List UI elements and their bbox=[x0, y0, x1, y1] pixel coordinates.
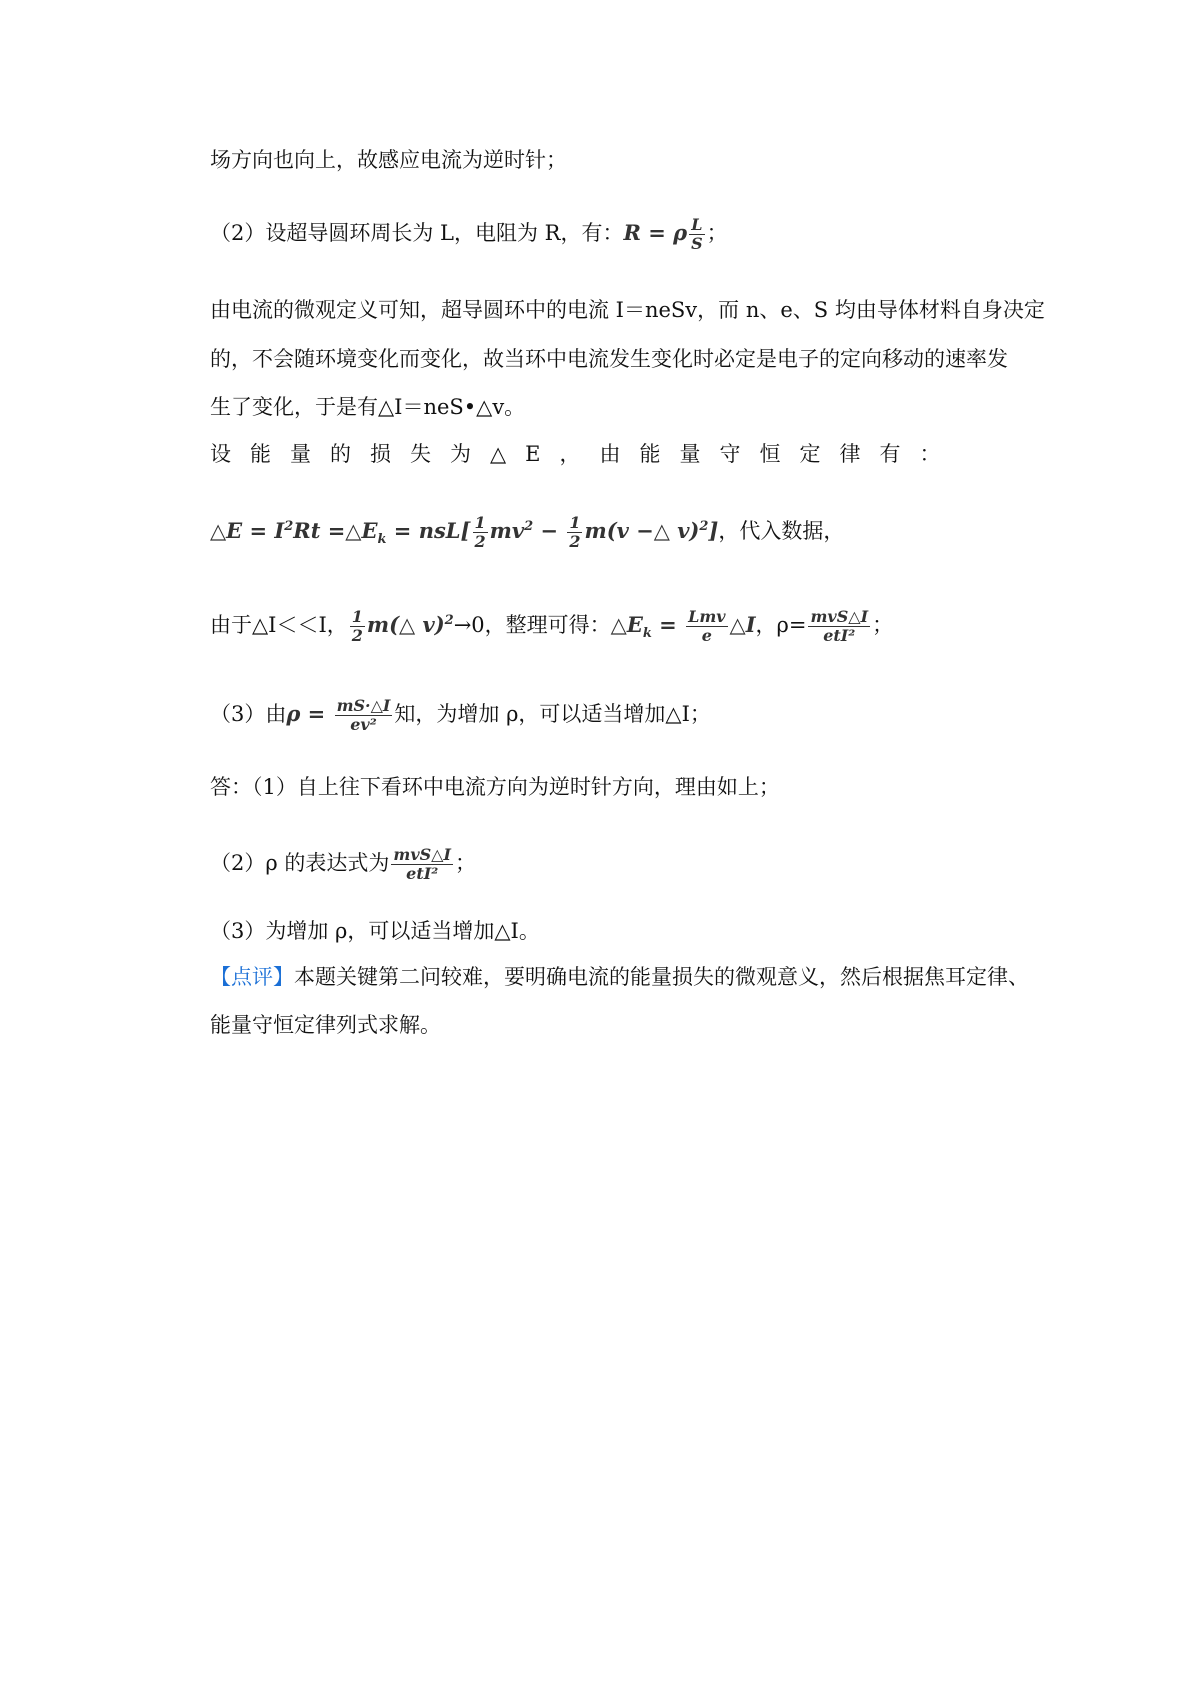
fraction-denominator: 2 bbox=[474, 532, 486, 551]
fraction-half bbox=[473, 514, 488, 551]
line-text: ，代入数据， bbox=[718, 519, 845, 543]
energy-loss-equation bbox=[210, 512, 1030, 555]
line-text: 能量守恒定律列式求解。 bbox=[210, 1013, 441, 1037]
line-text: 本题关键第二问较难，要明确电流的能量损失的微观意义，然后根据焦耳定律、 bbox=[294, 965, 1029, 989]
line-text: 由于△I＜＜I， bbox=[210, 613, 348, 637]
fraction-l-over-s bbox=[689, 216, 705, 253]
fraction-rho-result bbox=[808, 608, 870, 645]
equation-part: Rt =△E bbox=[293, 518, 378, 543]
line-text: （3）由 bbox=[210, 702, 287, 726]
line-text: 的，不会随环境变化而变化，故当环中电流发生变化时必定是电子的定向移动的速率发 bbox=[210, 347, 1008, 371]
comment-line-1 bbox=[210, 962, 1030, 992]
subscript: k bbox=[642, 626, 652, 642]
line-text: 场方向也向上，故感应电流为逆时针； bbox=[210, 148, 567, 172]
superscript: 2 bbox=[284, 519, 294, 534]
line-text: 答：（1）自上往下看环中电流方向为逆时针方向，理由如上； bbox=[210, 775, 780, 799]
fraction-numerator: mvS△I bbox=[810, 607, 869, 626]
fraction-denominator: etI² bbox=[823, 626, 856, 645]
fraction-numerator: L bbox=[689, 216, 705, 235]
equation-part: △E = I bbox=[210, 518, 285, 543]
line-text: 知，为增加 ρ，可以适当增加△I； bbox=[394, 702, 711, 726]
subscript: k bbox=[377, 532, 387, 548]
line-text: ； bbox=[454, 851, 476, 875]
line-text: （2）设超导圆环周长为 L，电阻为 R，有： bbox=[210, 221, 624, 245]
fraction-denominator: ev² bbox=[350, 715, 377, 734]
equation-part: = bbox=[651, 612, 685, 637]
fraction-numerator: 1 bbox=[351, 607, 363, 626]
fraction-rho-expression bbox=[391, 846, 453, 883]
equation-part: − bbox=[533, 518, 566, 543]
line-text: ； bbox=[872, 613, 894, 637]
fraction-numerator: mvS△I bbox=[393, 845, 451, 864]
equation-part: △E bbox=[610, 612, 643, 637]
paragraph-line-3 bbox=[210, 295, 1045, 325]
answer-line-3 bbox=[210, 916, 1030, 946]
comment-line-2 bbox=[210, 1010, 1030, 1040]
line-text: ，ρ= bbox=[755, 613, 807, 637]
paragraph-line-1 bbox=[210, 145, 1030, 175]
fraction-numerator: Lmv bbox=[688, 607, 726, 626]
fraction-numerator: 1 bbox=[569, 513, 581, 532]
line-text: （3）为增加 ρ，可以适当增加△I。 bbox=[210, 919, 540, 943]
paragraph-line-6 bbox=[210, 439, 1030, 469]
approximation-line bbox=[210, 606, 1030, 649]
comment-label: 【点评】 bbox=[210, 965, 294, 989]
fraction-denominator: 2 bbox=[351, 626, 363, 645]
fraction-numerator: 1 bbox=[474, 513, 486, 532]
resistance-equation: R = ρ bbox=[623, 220, 688, 245]
equation-part: ρ = bbox=[286, 701, 333, 726]
line-text: 设能量的损失为△E，由能量守恒定律有： bbox=[210, 442, 960, 466]
paragraph-line-4 bbox=[210, 344, 1030, 374]
fraction-denominator: S bbox=[691, 234, 703, 253]
equation-part: = nsL[ bbox=[386, 518, 471, 543]
paragraph-line-5 bbox=[210, 392, 1030, 422]
superscript: 2 bbox=[444, 613, 454, 628]
equation-part: m(△ v) bbox=[366, 612, 445, 637]
answer-line-2 bbox=[210, 846, 1030, 883]
line-text: ； bbox=[706, 221, 728, 245]
fraction-ms-over-ev2 bbox=[335, 697, 393, 734]
equation-part: ] bbox=[708, 518, 719, 543]
line-text: →0，整理可得： bbox=[453, 613, 611, 637]
superscript: 2 bbox=[524, 519, 534, 534]
line-text: 由电流的微观定义可知，超导圆环中的电流 I＝neSv，而 n、e、S 均由导体材料自身决定 bbox=[210, 298, 1045, 322]
paragraph-line-9 bbox=[210, 697, 1030, 734]
fraction-half bbox=[567, 514, 582, 551]
fraction-lmv-over-e bbox=[686, 608, 727, 645]
line-text: （2）ρ 的表达式为 bbox=[210, 851, 390, 875]
fraction-denominator: etI² bbox=[406, 864, 439, 883]
equation-part: m(v −△ v) bbox=[584, 518, 700, 543]
superscript: 2 bbox=[699, 519, 709, 534]
fraction-numerator: mS·△I bbox=[336, 696, 391, 715]
equation-part: mv bbox=[489, 518, 525, 543]
fraction-half bbox=[350, 608, 365, 645]
answer-line-1 bbox=[210, 772, 1030, 802]
paragraph-line-2 bbox=[210, 216, 1030, 253]
equation-part: △I bbox=[729, 612, 756, 637]
fraction-denominator: 2 bbox=[569, 532, 581, 551]
line-text: 生了变化，于是有△I＝neS•△v。 bbox=[210, 395, 526, 419]
fraction-denominator: e bbox=[701, 626, 712, 645]
